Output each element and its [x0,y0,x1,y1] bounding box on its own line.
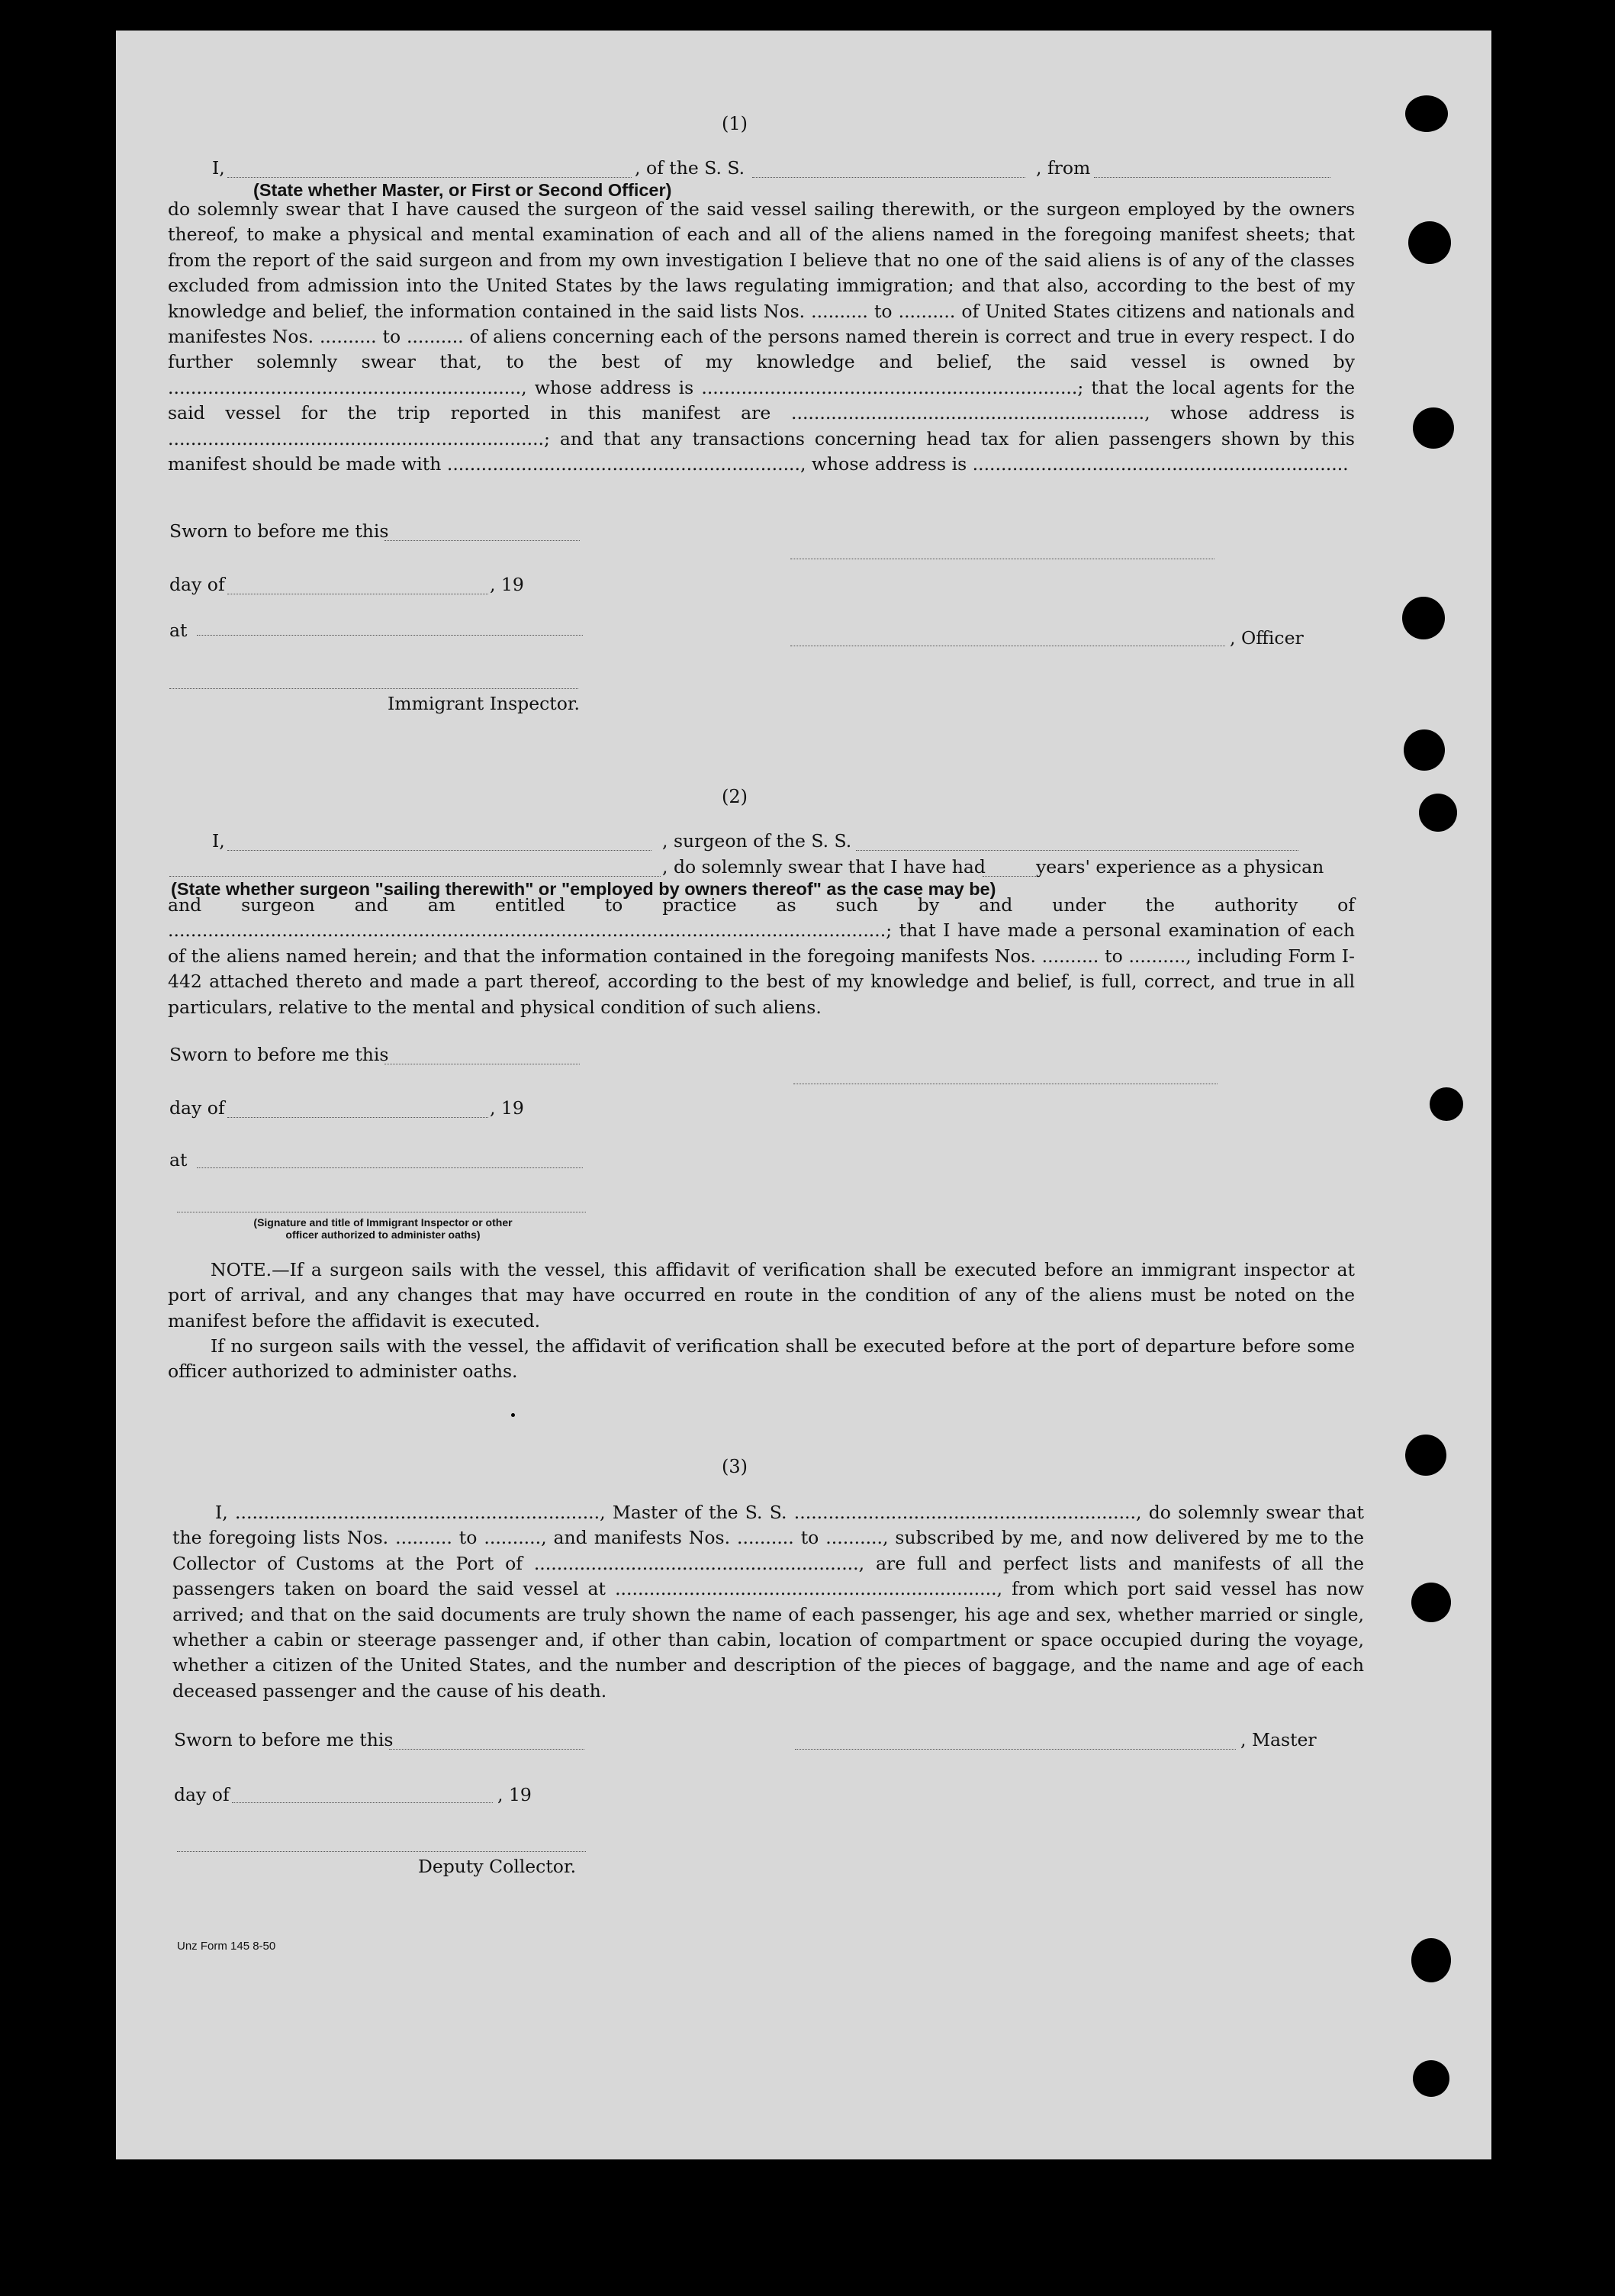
signature-caption-1: (Signature and title of Immigrant Inspector or other [253,1216,513,1229]
form-sheet [116,31,1491,2159]
section-2-i: I, [212,830,225,852]
surgeon-name-line [227,850,651,851]
day-of-line-2 [227,1117,488,1118]
ink-speck [511,1413,515,1417]
section-1-at: at [169,620,188,641]
section-1-i: I, [212,157,225,179]
binder-hole [1408,221,1451,264]
years-line [983,876,1036,877]
form-identifier: Unz Form 145 8-50 [177,1940,276,1953]
surgeon-type-line [169,876,661,877]
inspector-signature-line [169,688,578,689]
binder-hole [1413,2060,1449,2097]
binder-hole [1402,597,1445,639]
section-3-master: , Master [1240,1729,1317,1750]
section-2-day-of: day of [169,1097,225,1119]
from-port-line [1094,177,1330,178]
section-1-from: , from [1036,157,1091,179]
section-2-swear: , do solemnly swear that I have had [662,856,986,878]
section-1-inspector: Immigrant Inspector. [388,693,581,714]
section-2-sworn: Sworn to before me this [169,1044,389,1065]
surgeon-ship-line [856,850,1298,851]
section-1-of-ss: , of the S. S. [635,157,745,179]
binder-hole [1405,95,1448,132]
section-3-year: , 19 [497,1784,532,1805]
binder-hole [1413,407,1454,449]
verification-note-no-surgeon: If no surgeon sails with the vessel, the affidavit of verification shall be executed before at the port of departure before some officer authorized to administer oaths. [168,1335,1355,1383]
master-signature-line [795,1749,1236,1750]
at-place-line [197,635,583,636]
section-2-at: at [169,1149,188,1171]
section-1-number: (1) [722,113,748,134]
section-1-body: do solemnly swear that I have caused the surgeon of the said vessel sailing therewith, or the surgeon employed by the owners thereof, to make a physical and mental examination of each and all of the aliens named in the foregoing manifest sheets; that from the report of the said surgeon and from my own investigation I believe that no one of the said aliens is of any of the classes excluded from admission into the United States by the laws regulating immigration; and that also, according to the best of my knowledge and belief, the information contained in the said lists Nos. .......... to .......... of United States citizens and nationals and manifestes Nos. .......... to .......... of aliens concerning each of the persons named therein is correct and true in every respect. I do further solemnly swear that, to the best of my knowledge and belief, the said vessel is owned by .............................................................., whose address is ..................................................................; that the local agents for the said vessel for the trip reported in this manifest are .............................................................., whose address is ..................................................................; and that any transactions concerning head tax for alien passengers shown by this manifest should be made with .............................................................., whose address is .................................................................. [168,198,1355,475]
section-3-collector: Deputy Collector. [418,1856,577,1877]
section-2-number: (2) [722,786,748,807]
binder-hole [1405,1435,1446,1476]
sworn-date-line-3 [389,1749,584,1750]
binder-hole [1411,1938,1451,1982]
at-place-line-2 [197,1167,583,1168]
officer-rank-hint: (State whether Master, or First or Second Officer) [253,180,672,200]
surgeon-type-hint: (State whether surgeon "sailing therewith" or "employed by owners thereof" as the case may be) [171,879,996,899]
section-3-day-of: day of [174,1784,230,1805]
binder-hole [1430,1087,1463,1121]
section-1-officer: , Officer [1230,627,1304,649]
section-3-body: I, ................................................................, Master of the S. S. ............................................................, do solemnly swear that the foregoing lists Nos. .......... to .........., and manifests Nos. .......... to .........., subscribed by me, and now delivered by me to the Collector of Customs at the Port of ........................................................., are full and perfect lists and manifests of all the passengers taken on board the said vessel at ..................................................................., from which port said vessel has now arrived; and that on the said documents are truly shown the name of each passenger, his age and sex, whether married or single, whether a cabin or steerage passenger and, if other than cabin, location of compartment or space occupied during the voyage, whether a citizen of the United States, and the number and description of the pieces of baggage, and the name and age of each deceased passenger and the cause of his death. [172,1502,1364,1702]
section-1-day-of: day of [169,574,225,595]
section-1-sworn: Sworn to before me this [169,520,389,542]
section-1-year: , 19 [490,574,524,595]
signature-caption-2: officer authorized to administer oaths) [285,1229,481,1241]
section-2-body: and surgeon and am entitled to practice as such by and under the authority of ..............................................................................................................................; that I have made a personal examination of each of the aliens named herein; and that the information contained in the foregoing manifests Nos. .......... to .........., including Form I-442 attached thereto and made a part thereof, according to the best of my knowledge and belief, is full, correct, and true in all particulars, relative to the mental and physical condition of such aliens. [168,894,1355,1018]
collector-signature-line [177,1851,586,1852]
section-3-sworn: Sworn to before me this [174,1729,394,1750]
master-name-line [227,177,632,178]
binder-hole [1411,1583,1451,1622]
verification-note: NOTE.—If a surgeon sails with the vessel, this affidavit of verification shall be executed before an immigrant inspector at port of arrival, and any changes that may have occurred en route in the condition of any of the aliens must be noted on the manifest before the affidavit is executed. [168,1259,1355,1332]
section-3-number: (3) [722,1456,748,1477]
sworn-date-line [384,540,580,541]
section-2-surgeon: , surgeon of the S. S. [662,830,852,852]
ship-name-line [752,177,1025,178]
section-2-years: years' experience as a physican [1036,856,1324,878]
binder-hole [1419,794,1457,832]
binder-hole [1404,729,1445,771]
section-2-year: , 19 [490,1097,524,1119]
day-of-line-3 [232,1802,493,1803]
